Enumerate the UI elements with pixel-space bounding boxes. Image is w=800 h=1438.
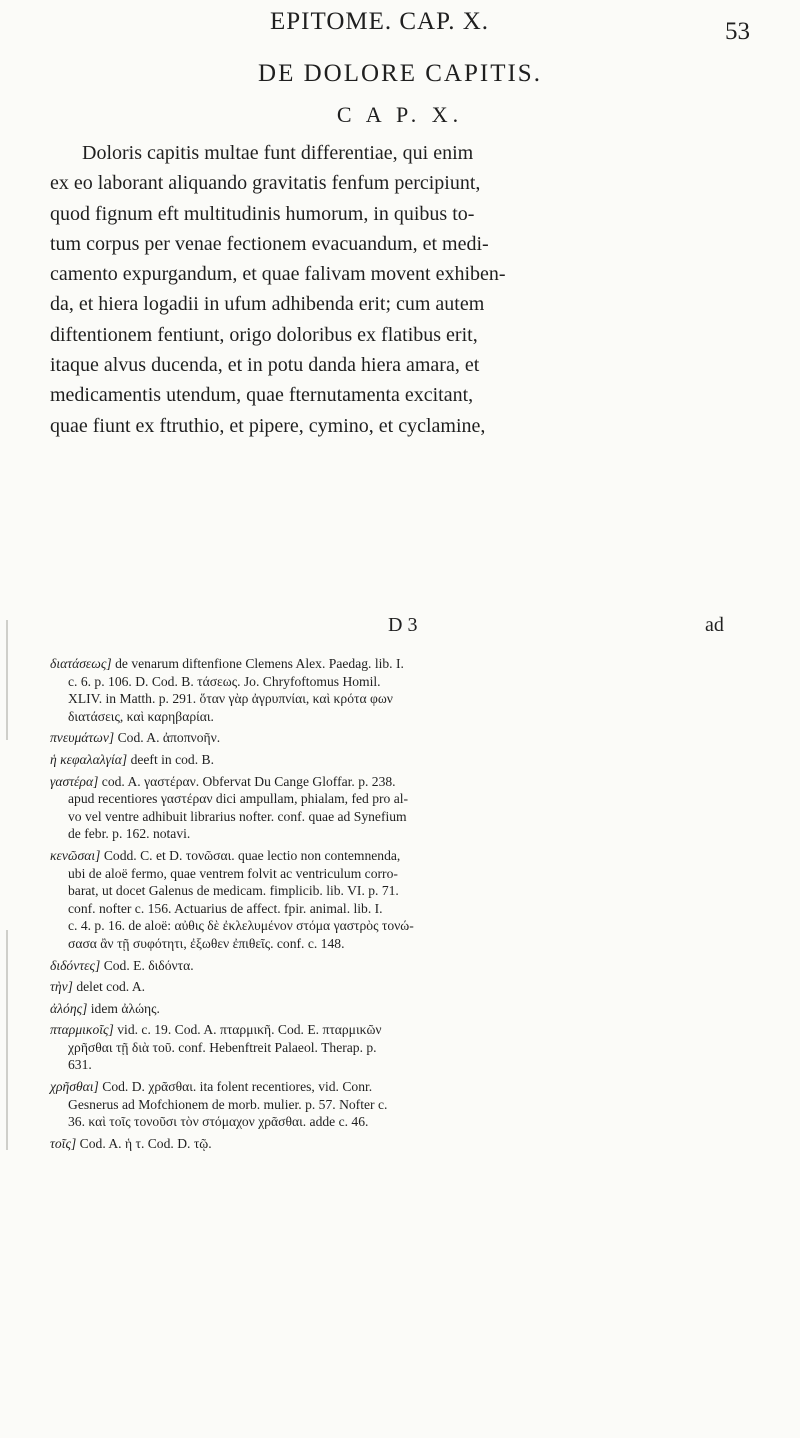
footnote (50, 978, 762, 996)
body-line: ex eo laborant aliquando gravitatis fenfum percipiunt, (50, 172, 481, 195)
note-text: 631. (68, 1057, 92, 1073)
note-text: Cod. A. ἡ τ. Cod. D. τῷ. (79, 1135, 212, 1151)
note-text: c. 4. p. 16. de aloë: αὐθις δὲ ἐκλελυμένον στόμα γαστρὸς τονώ- (68, 918, 414, 934)
note-text: 36. καὶ τοῖς τονοῦσι τὸν στόμαχον χρᾶσθαι. adde c. 46. (68, 1114, 369, 1130)
body-line: medicamentis utendum, quae fternutamenta excitant, (50, 384, 474, 407)
note-text: διατάσεις, καὶ καρηβαρίαι. (68, 708, 214, 724)
footnote (50, 1021, 762, 1074)
note-text: conf. nofter c. 156. Actuarius de affect. fpir. animal. lib. I. (68, 900, 383, 916)
note-text: vid. c. 19. Cod. A. πταρμικῆ. Cod. E. πταρμικῶν (117, 1022, 382, 1038)
footnote (50, 847, 762, 953)
footnote (50, 655, 762, 725)
chapter-label: C A P. X. (336, 102, 464, 127)
note-text: Cod. E. διδόντα. (103, 957, 194, 973)
body-line: tum corpus per venae fectionem evacuandum, et medi- (50, 232, 489, 255)
body-line: diftentionem fentiunt, origo doloribus ex flatibus erit, (50, 323, 478, 346)
catchword: ad (705, 614, 724, 636)
body-line: quod fignum eft multitudinis humorum, in quibus to- (50, 202, 475, 225)
note-text: Gesnerus ad Mofchionem de morb. mulier. p. 57. Nofter c. (68, 1096, 388, 1112)
note-text: cod. A. γαστέραν. Obfervat Du Cange Gloffar. p. 238. (101, 773, 396, 789)
note-lemma: γαστέρα] (50, 773, 99, 789)
note-text: de febr. p. 162. notavi. (68, 826, 191, 842)
note-lemma: χρῆσθαι] (50, 1079, 99, 1095)
note-text: XLIV. in Matth. p. 291. ὅταν γὰρ ἀγρυπνίαι, καὶ κρότα φων (68, 691, 393, 707)
page-number: 53 (725, 18, 750, 45)
note-lemma: κενῶσαι] (50, 847, 101, 863)
note-text: deeft in cod. B. (130, 751, 214, 767)
note-text: Cod. A. ἀποπνοῆν. (117, 730, 221, 746)
note-lemma: τοῖς] (50, 1135, 77, 1151)
body-line: quae fiunt ex ftruthio, et pipere, cymino, et cyclamine, (50, 414, 486, 437)
note-text: σασα ἂν τῇ συφότητι, ἐξωθεν ἐπιθεῖς. conf. c. 148. (68, 935, 345, 951)
note-lemma: πταρμικοῖς] (50, 1022, 114, 1038)
note-lemma: πνευμάτων] (50, 730, 115, 746)
note-lemma: ἀλόης] (50, 1000, 88, 1016)
note-lemma: διδόντες] (50, 957, 101, 973)
main-text (50, 138, 762, 441)
note-text: ubi de aloë fermo, quae ventrem folvit ac ventriculum corro- (68, 865, 398, 881)
footnote (50, 751, 762, 769)
catch-line (0, 614, 800, 644)
note-text: χρῆσθαι τῇ διὰ τοῦ. conf. Hebenftreit Palaeol. Therap. p. (68, 1039, 377, 1055)
note-text: Codd. C. et D. τονῶσαι. quae lectio non contemnenda, (103, 847, 401, 863)
gutter-shadow (6, 930, 8, 1150)
note-text: vo vel ventre adhibuit librarius nofter. conf. quae ad Synefium (68, 808, 407, 824)
note-text: apud recentiores γαστέραν dici ampullam, phialam, fed pro al- (68, 791, 409, 807)
note-lemma: τὴν] (50, 979, 73, 995)
footnote (50, 957, 762, 975)
note-text: Cod. D. χρᾶσθαι. ita folent recentiores, vid. Conr. (102, 1079, 373, 1095)
note-text: c. 6. p. 106. D. Cod. B. τάσεως. Jo. Chryfoftomus Homil. (68, 673, 381, 689)
note-text: delet cod. A. (76, 979, 146, 995)
body-line: camento expurgandum, et quae falivam movent exhiben- (50, 263, 506, 286)
signature-mark: D 3 (388, 614, 418, 636)
footnote (50, 773, 762, 843)
body-line: Doloris capitis multae funt differentiae, qui enim (82, 142, 474, 164)
body-line: itaque alvus ducenda, et in potu danda hiera amara, et (50, 354, 480, 377)
footnote (50, 729, 762, 747)
running-head: EPITOME. CAP. X. (270, 8, 490, 35)
footnotes (50, 655, 762, 1156)
note-text: barat, ut docet Galenus de medicam. fimplicib. lib. VI. p. 71. (68, 883, 399, 899)
body-line: da, et hiera logadii in ufum adhibenda erit; cum autem (50, 293, 485, 316)
footnote (50, 1000, 762, 1018)
note-text: de venarum diftenfione Clemens Alex. Paedag. lib. I. (115, 656, 404, 671)
note-text: idem ἀλώης. (90, 1000, 160, 1016)
footnote (50, 1135, 762, 1153)
note-lemma: διατάσεως] (50, 656, 112, 671)
note-lemma: ἡ κεφαλαλγία] (50, 751, 128, 767)
chapter-title: DE DOLORE CAPITIS. (258, 60, 542, 87)
footnote (50, 1078, 762, 1131)
